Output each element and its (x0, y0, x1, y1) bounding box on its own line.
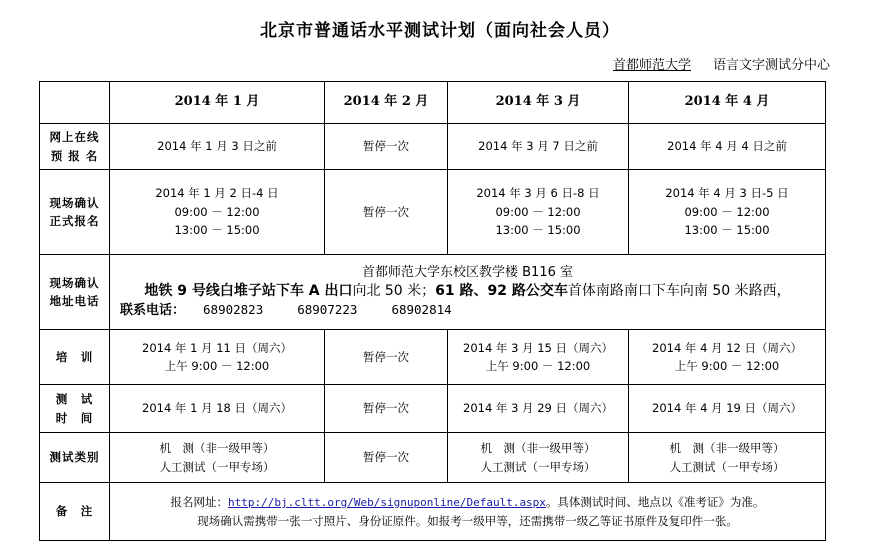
center-suffix: 语言文字测试分中心 (712, 58, 830, 73)
row-label: 备 注 (40, 483, 110, 541)
cell: 暂停一次 (325, 385, 448, 433)
cell-line: 机 测（非一级甲等） (480, 441, 596, 456)
prereg-row (40, 124, 826, 170)
page-title: 北京市普通话水平测试计划（面向社会人员） (260, 21, 620, 41)
label-line: 测 试 (55, 392, 94, 407)
label-line: 现场确认 (49, 195, 100, 210)
cell: 暂停一次 (325, 433, 448, 483)
cell (448, 330, 629, 385)
confirm-row (40, 170, 826, 255)
cell-line: 2014 年 4 月 3 日-5 日 (665, 186, 789, 201)
address-line: 首都师范大学东校区教学楼 B116 室 (362, 264, 573, 280)
cell-line: 13:00 － 15:00 (684, 223, 770, 238)
cell: 2014 年 3 月 7 日之前 (448, 124, 629, 170)
month-header: 2014 年 3 月 (448, 82, 629, 124)
cell-line: 13:00 － 15:00 (495, 223, 581, 238)
route-line: 地铁 9 号线白堆子站下车 A 出口向北 50 米；61 路、92 路公交车首体南路南口下车向南 50 米路西， (144, 282, 791, 299)
cell: 暂停一次 (325, 124, 448, 170)
cell-line: 09:00 － 12:00 (174, 204, 260, 219)
row-label (40, 124, 110, 170)
cell: 2014 年 4 月 4 日之前 (629, 124, 826, 170)
month-header: 2014 年 2 月 (325, 82, 448, 124)
center-line (591, 54, 830, 73)
phone-line: 联系电话： 68902823 68907223 68902814 (120, 302, 452, 319)
cell-line: 人工测试（一甲专场） (669, 459, 785, 474)
cell-line: 09:00 － 12:00 (495, 204, 581, 219)
label-line: 正式报名 (49, 214, 100, 228)
testtime-row (40, 385, 826, 433)
cell-line: 09:00 － 12:00 (684, 204, 770, 219)
row-label (40, 385, 110, 433)
cell: 2014 年 3 月 29 日（周六） (448, 385, 629, 433)
cell-line: 13:00 － 15:00 (174, 223, 260, 238)
category-row (40, 433, 826, 483)
cell-line: 上午 9:00 － 12:00 (164, 359, 270, 373)
label-line: 现场确认 (49, 275, 100, 290)
cell (629, 170, 826, 255)
schedule-table (39, 81, 826, 541)
row-label: 测试类别 (40, 433, 110, 483)
corner-cell (40, 82, 110, 124)
cell-line: 2014 年 3 月 6 日-8 日 (476, 186, 600, 201)
notes-line: 报名网址：http://bj.cltt.org/Web/signuponline/Default.aspx。具体测试时间、地点以《准考证》为准。 (170, 495, 765, 509)
cell-line: 机 测（非一级甲等） (669, 441, 785, 456)
cell: 2014 年 1 月 18 日（周六） (110, 385, 325, 433)
notes-line: 现场确认需携带一张一寸照片、身份证原件。如报考一级甲等，还需携带一级乙等证书原件及复印件一张。 (197, 513, 738, 528)
cell (448, 170, 629, 255)
phone-number: 68902823 (203, 302, 264, 318)
cell-line: 2014 年 3 月 15 日（周六） (463, 340, 613, 355)
header-row (40, 82, 826, 124)
cell: 2014 年 4 月 19 日（周六） (629, 385, 826, 433)
notes-cell (110, 483, 826, 541)
center-org: 首都师范大学 (612, 58, 691, 73)
cell (629, 330, 826, 385)
training-row (40, 330, 826, 385)
cell: 暂停一次 (325, 170, 448, 255)
cell-line: 上午 9:00 － 12:00 (674, 359, 780, 373)
phone-number: 68907223 (297, 302, 358, 318)
cell-line: 机 测（非一级甲等） (159, 441, 275, 456)
row-label (40, 255, 110, 330)
phone-number: 68902814 (391, 302, 452, 318)
cell: 2014 年 1 月 3 日之前 (110, 124, 325, 170)
cell (110, 330, 325, 385)
label-line: 地址电话 (49, 294, 100, 308)
cell (629, 433, 826, 483)
month-header: 2014 年 4 月 (629, 82, 826, 124)
month-header: 2014 年 1 月 (110, 82, 325, 124)
cell (110, 433, 325, 483)
notes-row (40, 483, 826, 541)
cell (448, 433, 629, 483)
cell-line: 人工测试（一甲专场） (159, 459, 275, 474)
row-label: 培 训 (40, 330, 110, 385)
cell-line: 2014 年 1 月 11 日（周六） (142, 340, 292, 355)
cell-line: 上午 9:00 － 12:00 (485, 359, 591, 373)
cell (110, 170, 325, 255)
signup-url-link[interactable]: http://bj.cltt.org/Web/signuponline/Default.aspx (228, 496, 546, 509)
row-label (40, 170, 110, 255)
label-line: 网上在线 (49, 130, 100, 145)
cell-line: 2014 年 1 月 2 日-4 日 (155, 186, 279, 201)
label-line: 时 间 (55, 410, 94, 425)
cell-line: 2014 年 4 月 12 日（周六） (652, 340, 802, 355)
cell: 暂停一次 (325, 330, 448, 385)
cell-line: 人工测试（一甲专场） (480, 459, 596, 474)
label-line: 预 报 名 (50, 148, 99, 163)
address-cell (110, 255, 826, 330)
address-row (40, 255, 826, 330)
